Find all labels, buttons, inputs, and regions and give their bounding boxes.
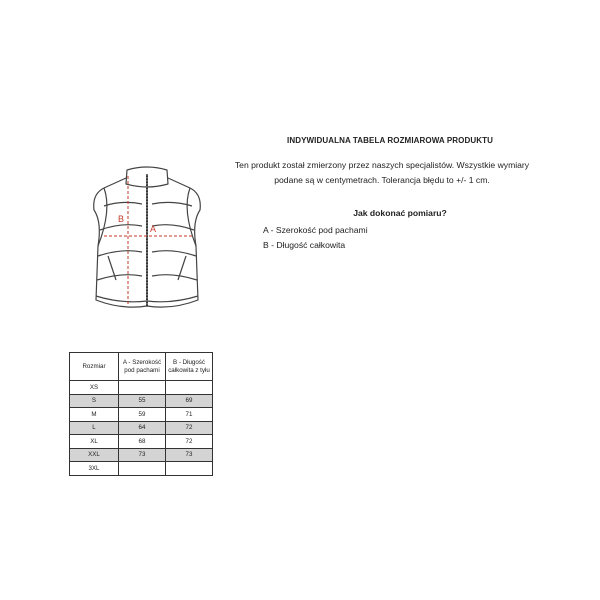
table-row xyxy=(70,381,213,395)
label-b: B xyxy=(118,214,125,224)
measurement-item-b: B - Długość całkowita xyxy=(263,240,346,250)
cell-size: S xyxy=(70,394,119,408)
cell-width xyxy=(119,462,166,476)
cell-length: 73 xyxy=(166,448,213,462)
size-table xyxy=(69,352,213,476)
cell-size: M xyxy=(70,408,119,422)
description-line-2: podane są w centymetrach. Tolerancja błędu to +/- 1 cm. xyxy=(274,175,490,185)
measure-b-line xyxy=(118,176,128,306)
vest-diagram xyxy=(82,160,212,320)
cell-length: 72 xyxy=(166,435,213,449)
cell-length: 69 xyxy=(166,394,213,408)
table-row xyxy=(70,448,213,462)
description-line-1: Ten produkt został zmierzony przez naszych specjalistów. Wszystkie wymiary xyxy=(234,160,530,170)
cell-width: 55 xyxy=(119,394,166,408)
cell-length: 72 xyxy=(166,421,213,435)
table-row xyxy=(70,421,213,435)
measurement-list xyxy=(263,223,368,253)
table-row xyxy=(70,462,213,476)
cell-width: 68 xyxy=(119,435,166,449)
measurement-item-a: A - Szerokość pod pachami xyxy=(263,225,368,235)
cell-width xyxy=(119,381,166,395)
page-title: INDYWIDUALNA TABELA ROZMIAROWA PRODUKTU xyxy=(287,136,493,145)
cell-length xyxy=(166,462,213,476)
cell-size: XL xyxy=(70,435,119,449)
cell-length xyxy=(166,381,213,395)
cell-length: 71 xyxy=(166,408,213,422)
header-length: B - Długość całkowita z tyłu xyxy=(166,353,213,381)
cell-size: XS xyxy=(70,381,119,395)
table-row xyxy=(70,408,213,422)
table-header-row xyxy=(70,353,213,381)
header-width: A - Szerokość pod pachami xyxy=(119,353,166,381)
label-a: A xyxy=(150,224,157,234)
cell-width: 73 xyxy=(119,448,166,462)
header-size: Rozmiar xyxy=(70,353,119,381)
how-to-measure-title: Jak dokonać pomiaru? xyxy=(353,208,447,218)
table-row xyxy=(70,435,213,449)
description xyxy=(212,158,552,188)
cell-size: 3XL xyxy=(70,462,119,476)
table-row xyxy=(70,394,213,408)
cell-width: 59 xyxy=(119,408,166,422)
cell-size: L xyxy=(70,421,119,435)
cell-width: 64 xyxy=(119,421,166,435)
cell-size: XXL xyxy=(70,448,119,462)
